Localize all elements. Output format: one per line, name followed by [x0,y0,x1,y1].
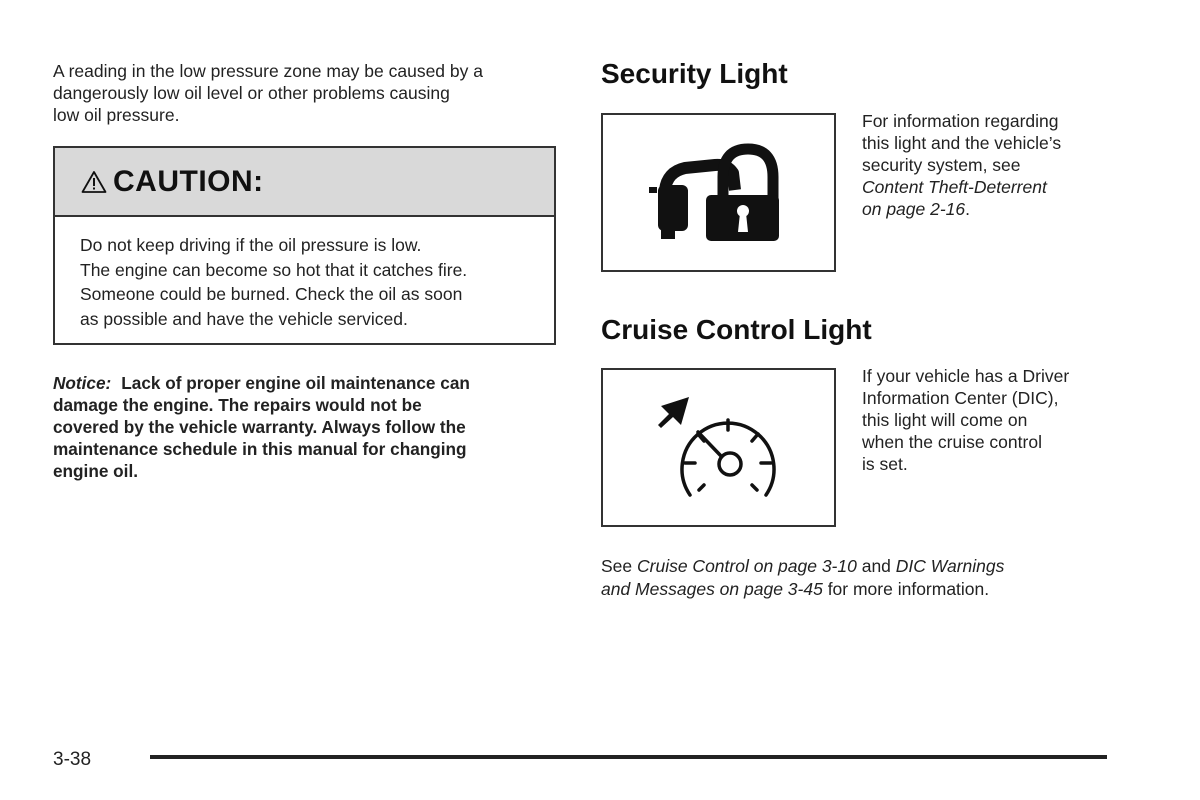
caution-line: The engine can become so hot that it catches fire. [80,259,468,280]
caution-line: Someone could be burned. Check the oil as soon [80,284,463,304]
cruise-text-line: If your vehicle has a Driver [862,366,1070,386]
notice-line: engine oil. [53,461,138,481]
see-also-prefix: See [601,556,637,576]
cruise-control-reference: Cruise Control on page 3-10 [637,556,857,576]
footer-rule [150,755,1107,759]
security-text-line: security system, see [862,155,1021,175]
cruise-text-line: when the cruise control [862,432,1042,452]
cruise-control-heading: Cruise Control Light [601,314,872,345]
see-also-paragraph [601,555,1121,601]
notice-line: covered by the vehicle warranty. Always follow the [53,417,466,437]
security-lock-car-icon [603,115,834,270]
warning-triangle-icon [81,170,107,194]
security-text-line: this light and the vehicle’s [862,133,1062,153]
caution-header [55,148,554,217]
security-reference: on page 2-16 [862,199,966,219]
speedometer-cruise-icon [603,370,834,525]
security-text-line: For information regarding [862,111,1059,131]
cruise-text-line: this light will come on [862,410,1028,430]
cruise-icon-frame [601,368,836,527]
caution-line: as possible and have the vehicle serviced. [80,308,408,329]
security-ref-suffix: . [965,199,971,219]
notice-line: Lack of proper engine oil maintenance can [121,373,470,393]
cruise-text-line: is set. [862,454,908,474]
dic-warnings-reference: DIC Warnings [895,556,1005,576]
intro-line: A reading in the low pressure zone may be caused by a [53,61,483,81]
security-light-heading: Security Light [601,58,788,89]
page-number: 3-38 [53,749,92,770]
notice-line: damage the engine. The repairs would not be [53,395,422,415]
intro-line: dangerously low oil level or other problems causing [53,83,450,103]
caution-box [53,146,556,345]
notice-paragraph [53,372,553,482]
caution-text [55,217,554,331]
cruise-text-line: Information Center (DIC), [862,388,1059,408]
security-description [862,110,1132,220]
caution-line: Do not keep driving if the oil pressure is low. [80,235,422,255]
security-icon-frame [601,113,836,272]
caution-title: CAUTION: [113,164,264,198]
dic-warnings-reference-cont: and Messages on page 3-45 [601,579,823,599]
see-also-mid: and [856,556,896,576]
cruise-description [862,365,1142,475]
intro-paragraph [53,60,563,126]
notice-line: maintenance schedule in this manual for changing [53,439,467,459]
notice-label: Notice: [53,373,112,393]
see-also-suffix: for more information. [822,579,990,599]
security-reference: Content Theft-Deterrent [862,177,1047,197]
intro-line: low oil pressure. [53,105,180,125]
